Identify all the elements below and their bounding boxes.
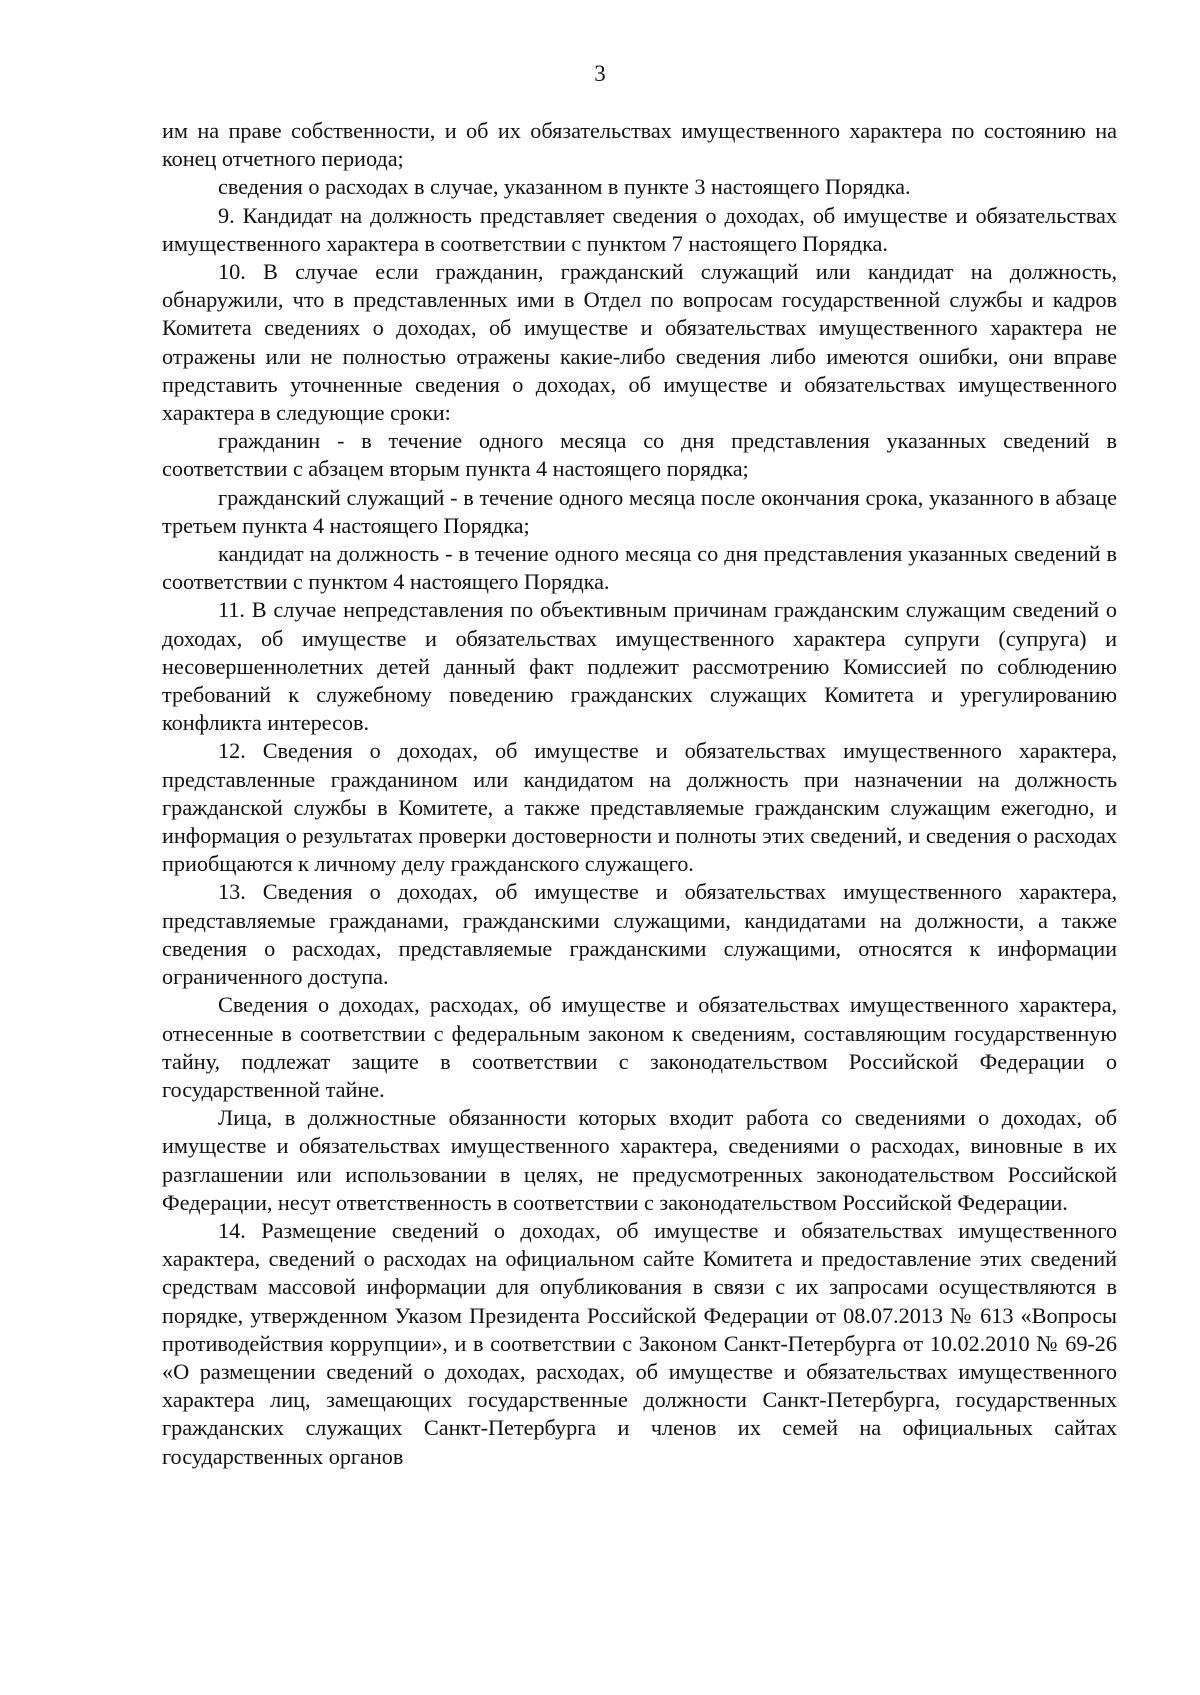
paragraph: сведения о расходах в случае, указанном в пункте 3 настоящего Порядка. bbox=[218, 174, 911, 200]
paragraph-clause-13: 13. Сведения о доходах, об имуществе и обязательствах имущественного характера, представляемые гражданами, гражданскими служащими, кандидатами на должности, а также сведения о расходах, представляемые гражданскими служащими, относятся к информации ограниченного доступа. bbox=[162, 879, 1117, 990]
paragraph: кандидат на должность - в течение одного месяца со дня представления указанных сведений в соответствии с пунктом 4 настоящего Порядка. bbox=[162, 541, 1117, 595]
document-body bbox=[162, 117, 1117, 1471]
paragraph-clause-14: 14. Размещение сведений о доходах, об имуществе и обязательствах имущественного характера, сведений о расходах на официальном сайте Комитета и предоставление этих сведений средствам массовой информации для опубликования в связи с их запросами осуществляются в порядке, утвержденном Указом Президента Российской Федерации от 08.07.2013 № 613 «Вопросы противодействия коррупции», и в соответствии с Законом Санкт-Петербурга от 10.02.2010 № 69-26 «О размещении сведений о доходах, расходах, об имуществе и обязательствах имущественного характера лиц, замещающих государственные должности Санкт-Петербурга, государственных гражданских служащих Санкт-Петербурга и членов их семей на официальных сайтах государственных органов bbox=[162, 1217, 1117, 1469]
paragraph-clause-12: 12. Сведения о доходах, об имуществе и обязательствах имущественного характера, представленные гражданином или кандидатом на должность при назначении на должность гражданской службы в Комитете, а также представляемые гражданским служащим ежегодно, и информация о результатах проверки достоверности и полноты этих сведений, и сведения о расходах приобщаются к личному делу гражданского служащего. bbox=[162, 738, 1117, 877]
paragraph: Сведения о доходах, расходах, об имуществе и обязательствах имущественного характера, отнесенные в соответствии с федеральным законом к сведениям, составляющим государственную тайну, подлежат защите в соответствии с законодательством Российской Федерации о государственной тайне. bbox=[162, 992, 1117, 1102]
page-number: 3 bbox=[594, 61, 606, 86]
paragraph-clause-9: 9. Кандидат на должность представляет сведения о доходах, об имуществе и обязательствах имущественного характера в соответствии с пунктом 7 настоящего Порядка. bbox=[162, 202, 1117, 256]
paragraph: Лица, в должностные обязанности которых входит работа со сведениями о доходах, об имуществе и обязательствах имущественного характера, сведениями о расходах, виновные в их разглашении или использовании в целях, не предусмотренных законодательством Российской Федерации, несут ответственность в соответствии с законодательством Российской Федерации. bbox=[162, 1105, 1117, 1215]
paragraph: им на праве собственности, и об их обязательствах имущественного характера по состоянию на конец отчетного периода; bbox=[162, 118, 1117, 172]
paragraph-clause-10: 10. В случае если гражданин, гражданский служащий или кандидат на должность, обнаружили, что в представленных ими в Отдел по вопросам государственной службы и кадров Комитета сведениях о доходах, об имуществе и обязательствах имущественного характера не отражены или не полностью отражены какие-либо сведения либо имеются ошибки, они вправе представить уточненные сведения о доходах, об имуществе и обязательствах имущественного характера в следующие сроки: bbox=[162, 259, 1117, 426]
paragraph: гражданский служащий - в течение одного месяца после окончания срока, указанного в абзаце третьем пункта 4 настоящего Порядка; bbox=[162, 484, 1117, 538]
paragraph-clause-11: 11. В случае непредставления по объективным причинам гражданским служащим сведений о доходах, об имуществе и обязательствах имущественного характера супруги (супруга) и несовершеннолетних детей данный факт подлежит рассмотрению Комиссией по соблюдению требований к служебному поведению гражданских служащих Комитета и урегулированию конфликта интересов. bbox=[162, 597, 1117, 736]
paragraph: гражданин - в течение одного месяца со дня представления указанных сведений в соответствии с абзацем вторым пункта 4 настоящего порядка; bbox=[162, 428, 1117, 482]
